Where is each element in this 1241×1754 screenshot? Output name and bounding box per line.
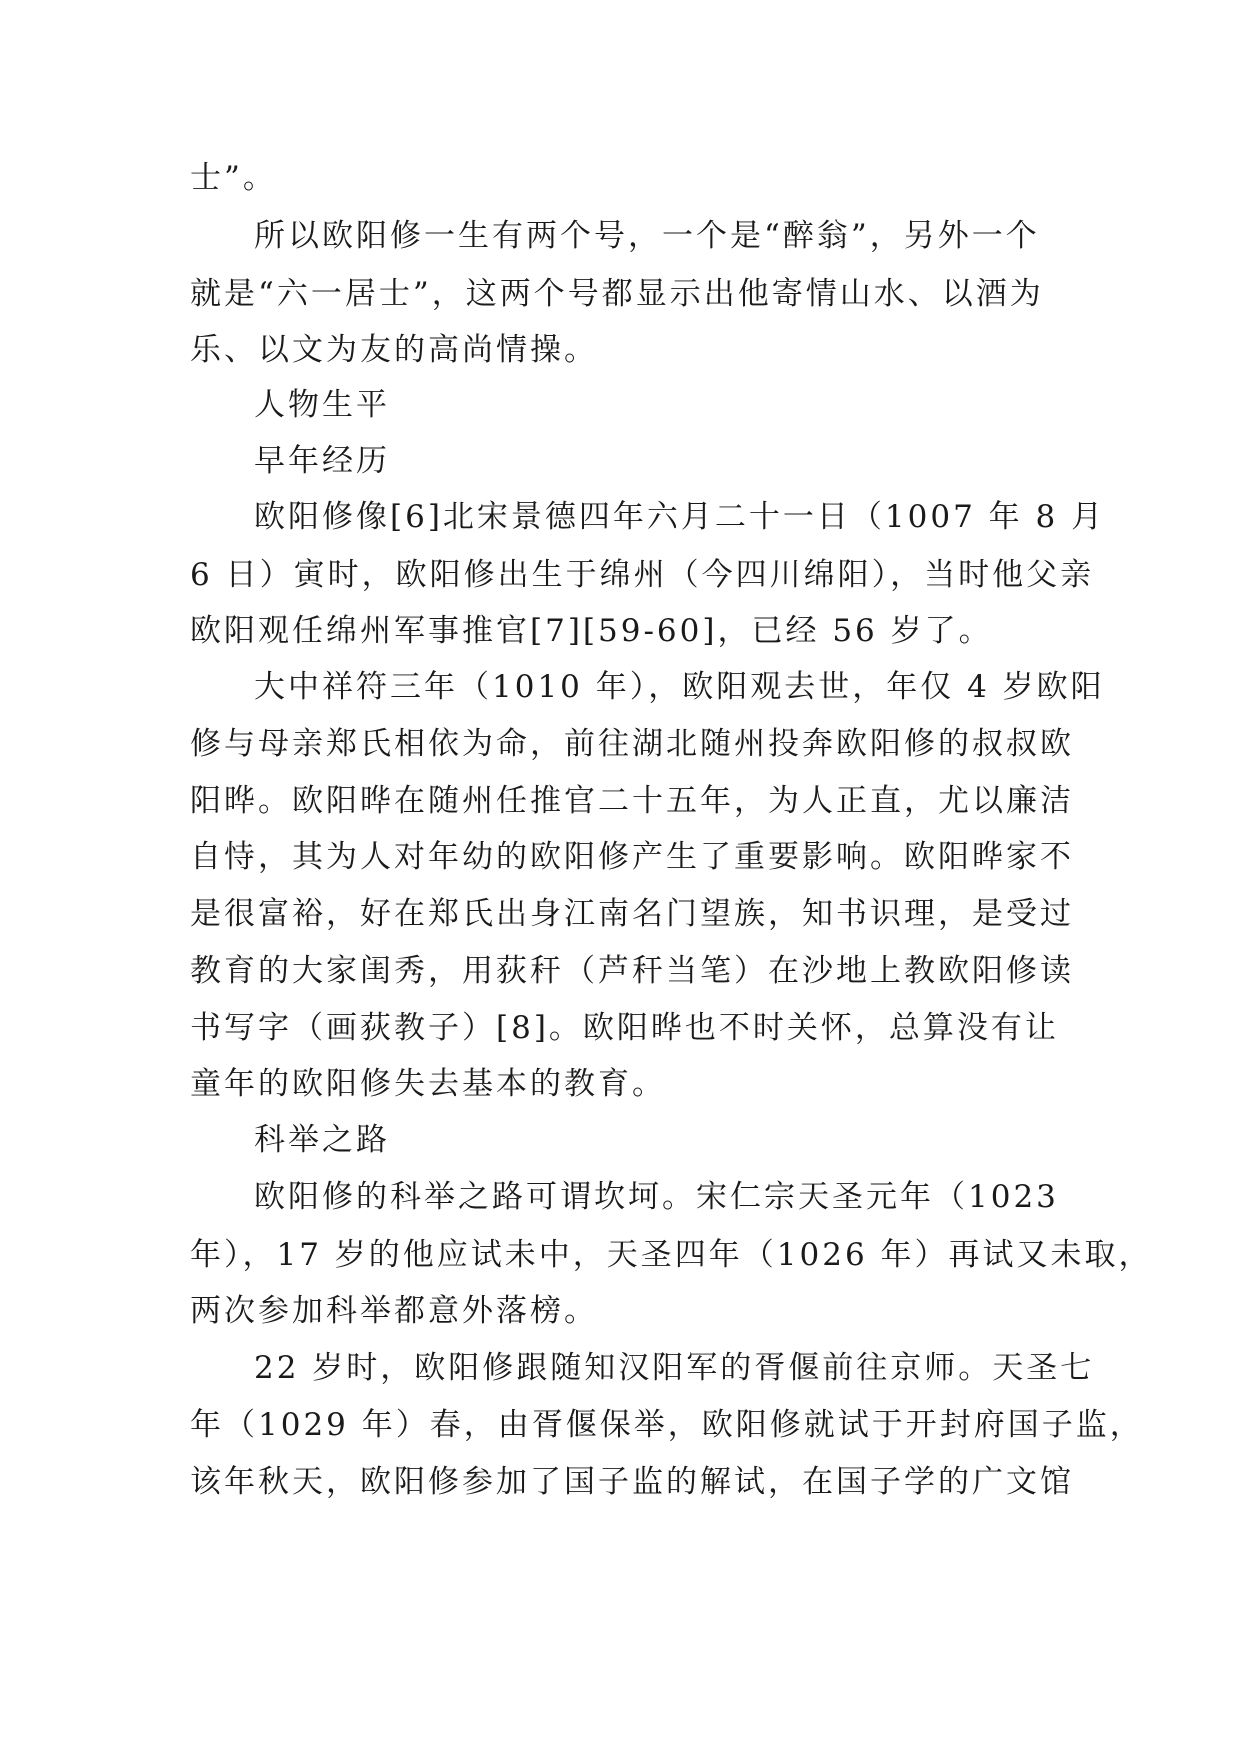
text-line: 就是“六一居士”，这两个号都显示出他寄情山水、以酒为 [190,276,1044,312]
text-line: 两次参加科举都意外落榜。 [190,1293,598,1329]
paragraph-start-line: 大中祥符三年（1010 年），欧阳观去世，年仅 4 岁欧阳 [254,669,1105,705]
text-line: 阳晔。欧阳晔在随州任推官二十五年，为人正直，尤以廉洁 [190,783,1074,819]
text-line: 自恃，其为人对年幼的欧阳修产生了重要影响。欧阳晔家不 [190,839,1074,875]
text-line: 乐、以文为友的高尚情操。 [190,332,598,368]
paragraph-start-line: 欧阳修的科举之路可谓坎坷。宋仁宗天圣元年（1023 [254,1179,1059,1215]
paragraph-start-line: 22 岁时，欧阳修跟随知汉阳军的胥偃前往京师。天圣七 [254,1350,1095,1386]
text-line: 修与母亲郑氏相依为命，前往湖北随州投奔欧阳修的叔叔欧 [190,726,1074,762]
subsection-heading: 早年经历 [254,443,390,479]
text-line: 是很富裕，好在郑氏出身江南名门望族，知书识理，是受过 [190,896,1074,932]
text-line: 童年的欧阳修失去基本的教育。 [190,1066,666,1102]
text-line: 书写字（画荻教子）[8]。欧阳晔也不时关怀，总算没有让 [190,1010,1059,1046]
text-line: 欧阳观任绵州军事推官[7][59-60]，已经 56 岁了。 [190,613,993,649]
text-line: 年），17 岁的他应试未中，天圣四年（1026 年）再试又未取， [190,1237,1153,1273]
section-heading: 人物生平 [254,387,390,423]
text-line: 6 日）寅时，欧阳修出生于绵州（今四川绵阳），当时他父亲 [190,557,1095,593]
text-line: 教育的大家闺秀，用荻秆（芦秆当笔）在沙地上教欧阳修读 [190,953,1074,989]
paragraph-start-line: 所以欧阳修一生有两个号，一个是“醉翁”，另外一个 [254,218,1040,254]
text-line: 该年秋天，欧阳修参加了国子监的解试，在国子学的广文馆 [190,1464,1074,1500]
text-line: 年（1029 年）春，由胥偃保举，欧阳修就试于开封府国子监， [190,1407,1144,1443]
paragraph-start-line: 欧阳修像[6]北宋景德四年六月二十一日（1007 年 8 月 [254,499,1106,535]
text-line: 士”。 [190,160,277,196]
subsection-heading: 科举之路 [254,1122,390,1158]
